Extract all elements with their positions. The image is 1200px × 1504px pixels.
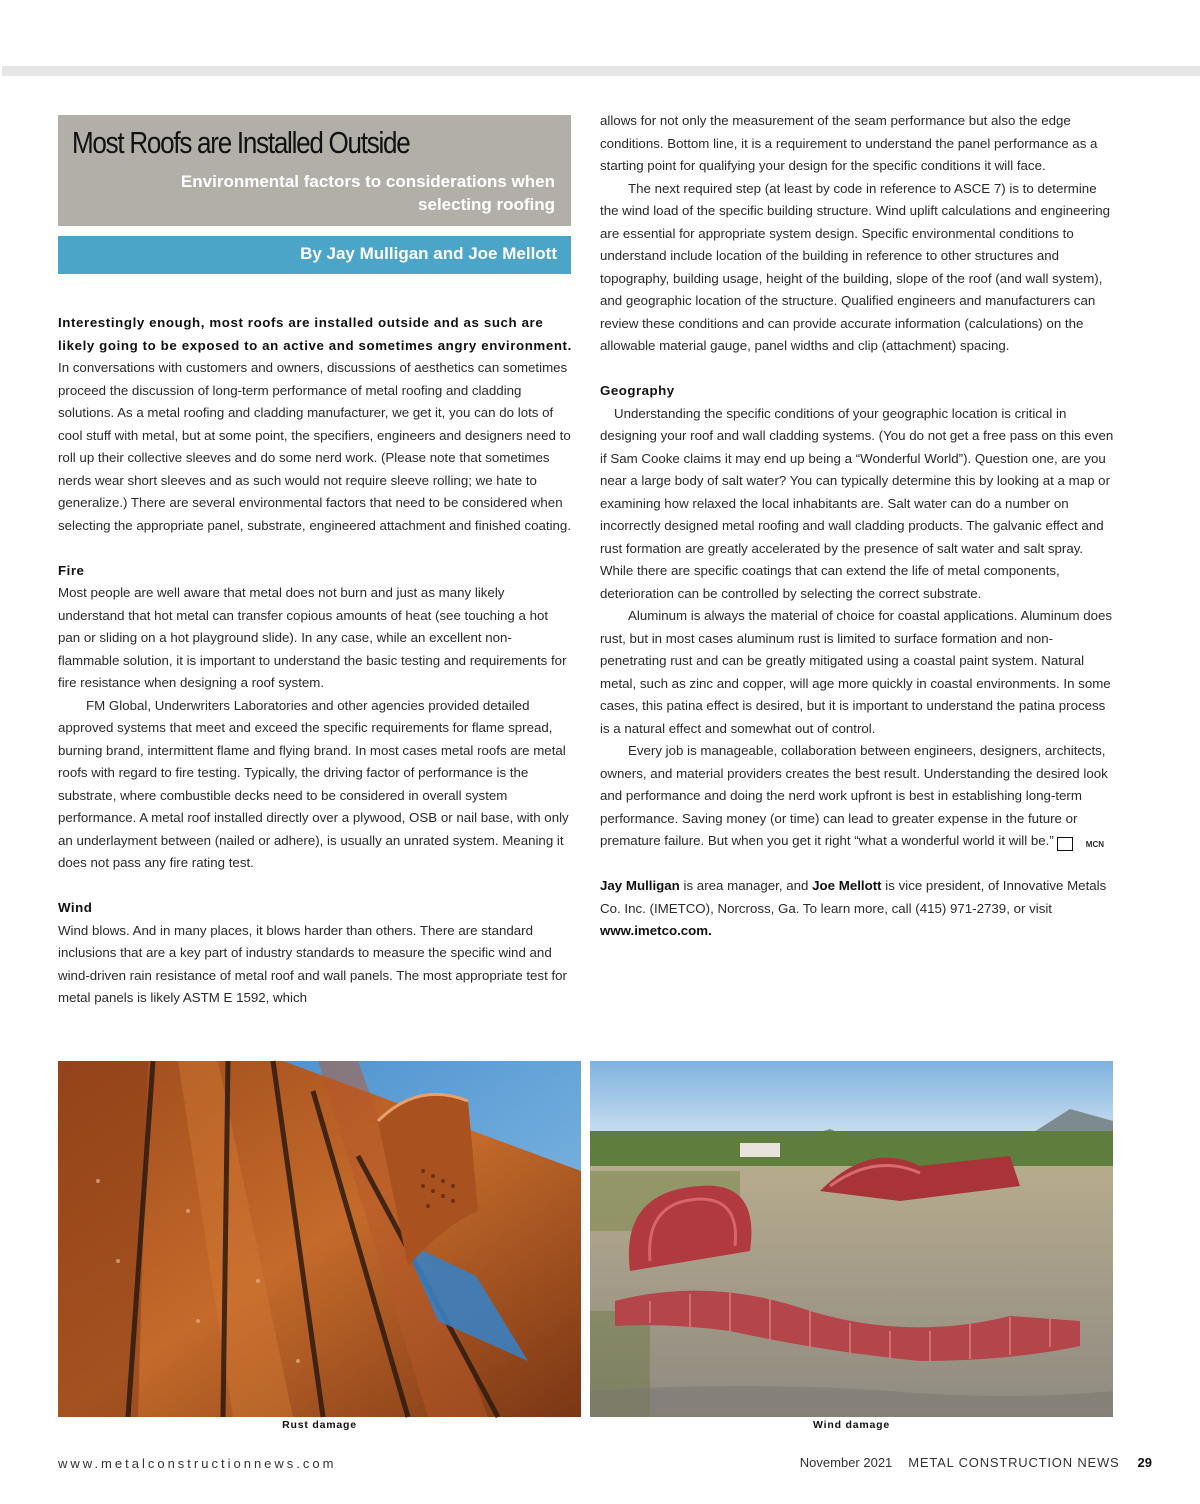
geography-paragraph-3-text: Every job is manageable, collaboration between engineers, designers, architects, owners, and material providers creates the best result. Understanding the desired look and performance and doing the nerd work upfront is best in establishing long-term performance. Saving money (or time) can lead to greater expense in the future or premature failure. But when you get it right “what a wonderful world it will be.” — [600, 743, 1108, 848]
byline: By Jay Mulligan and Joe Mellott — [300, 244, 557, 263]
issue-date: November 2021 — [799, 1455, 893, 1470]
spacer — [600, 358, 1115, 381]
wind-heading: Wind — [58, 900, 93, 915]
fire-paragraph-2: FM Global, Underwriters Laboratories and other agencies provided detailed approved systems that meet and exceed the specific requirements for flame spread, burning brand, intermittent flame and flying brand. In most cases metal roofs are metal roofs with regard to fire testing. Typically, the driving factor of performance is the substrate, where combustible decks need to be considered in overall system performance. A metal roof installed directly over a plywood, OSB or nail base, with only an underlayment between (nailed or adhere), is usually an unrated system. Meaning it does not pass any fire rating test. — [58, 697, 569, 870]
title-box — [58, 115, 571, 226]
wind-paragraph-1: Wind blows. And in many places, it blows harder than others. There are standard inclusions that are a key part of industry standards to measure the specific wind and wind-driven rain resistance of metal roof and wall panels. The most appropriate test for metal panels is likely ASTM E 1592, which — [58, 922, 567, 1005]
rust-damage-photo — [58, 1061, 581, 1417]
fire-paragraph-1: Most people are well aware that metal does not burn and just as many likely understand that hot metal can transfer copious amounts of heat (see touching a hot pan or sliding on a hot playground slide). In any case, while an excellent non-flammable solution, it is important to understand the basic testing and requirements for fire resistance when designing a roof system. — [58, 585, 567, 690]
geography-paragraph-2: Aluminum is always the material of choice for coastal applications. Aluminum does rust, but in most cases aluminum rust is limited to surface formation and non-penetrating rust and can be greatly mitigated using a coastal paint system. Natural metal, such as zinc and copper, will age more quickly in coastal environments. In some cases, this patina effect is desired, but it is important to understand the patina process is a natural effect and somewhat out of control. — [600, 608, 1113, 736]
article-subtitle: Environmental factors to considerations when selecting roofing — [180, 172, 555, 214]
fire-heading: Fire — [58, 562, 85, 578]
geography-paragraph-1: Understanding the specific conditions of your geographic location is critical in designing your roof and wall cladding systems. (You do not get a free pass on this even if Sam Cooke claims it may end up being a “Wonderful World”). Question one, are you near a large body of salt water? You can typically determine this by looking at a map or examining how relaxed the local inhabitants are. Salt water can do a number on incorrectly designed metal roofing and wall cladding products. The galvanic effect and rust formation are greatly accelerated by the presence of salt water and salt spray. While there are specific coatings that can extend the life of metal components, deterioration can be controlled by selecting the correct substrate. — [600, 405, 1114, 601]
rust-damage-caption: Rust damage — [282, 1419, 357, 1431]
author-name-2: Joe Mellott — [812, 878, 882, 893]
wind-damage-photo — [590, 1061, 1113, 1417]
wind-paragraph-2: The next required step (at least by code in reference to ASCE 7) is to determine the wind load of the specific building structure. Wind uplift calculations and engineering are essential for appropriate system design. Specific environmental conditions to understand include location of the building in reference to other structures and topography, building usage, height of the building, slope of the roof (and wall system), and geographic location of the structure. Qualified engineers and manufacturers can review these conditions and can provide accurate information (calculations) on the allowable material gauge, panel widths and clip (attachment) spacing. — [600, 180, 1111, 353]
imetco-link[interactable]: www.imetco.com. — [600, 923, 712, 938]
mcn-end-mark-icon: MCN — [1057, 837, 1073, 851]
geography-paragraph-3 — [600, 740, 1115, 853]
footer-info — [800, 1455, 1152, 1470]
intro-lead: Interestingly enough, most roofs are installed outside and as such are likely going to be exposed to an active and sometimes angry environment. — [58, 315, 572, 353]
geography-heading: Geography — [600, 383, 675, 398]
top-rule — [2, 66, 1200, 76]
page-number: 29 — [1137, 1455, 1152, 1470]
article-title: Most Roofs are Installed Outside — [72, 125, 410, 160]
right-column — [600, 110, 1115, 943]
wind-damage-caption: Wind damage — [813, 1419, 890, 1431]
left-column — [58, 312, 573, 1010]
intro-text: In conversations with customers and owners, discussions of aesthetics can sometimes proceed the discussion of long-term performance of metal roofing and cladding solutions. As a metal roofing and cladding manufacturer, we get it, you can do lots of cool stuff with metal, but at some point, the specifiers, engineers and designers need to roll up their collective sleeves and do some nerd work. (Please note that sometimes nerds wear short sleeves and as such would not require sleeve rolling; we hate to generalize.) There are several environmental factors that need to be considered when selecting the appropriate panel, substrate, engineered attachment and finished coating. — [58, 360, 572, 533]
wind-paragraph-1-continued: allows for not only the measurement of the seam performance but also the edge conditions. Bottom line, it is a requirement to understand the panel performance as a starting point for qualifying your design for the specific conditions it will face. — [600, 113, 1098, 173]
author-name-1: Jay Mulligan — [600, 878, 680, 893]
footer-website[interactable]: www.metalconstructionnews.com — [58, 1456, 337, 1471]
author-bio — [600, 875, 1115, 943]
author-bio-text-1: is area manager, and — [679, 878, 813, 893]
spacer — [58, 875, 573, 898]
magazine-name: METAL CONSTRUCTION NEWS — [908, 1455, 1120, 1470]
spacer — [600, 853, 1115, 876]
spacer — [58, 537, 573, 560]
author-bio-text-2: is vice president, of Innovative Metals Co. Inc. (IMETCO), Norcross, Ga. To learn more, call (415) 971-2739, or visit — [600, 878, 1107, 916]
byline-box — [58, 236, 571, 274]
intro-paragraph — [58, 312, 573, 537]
